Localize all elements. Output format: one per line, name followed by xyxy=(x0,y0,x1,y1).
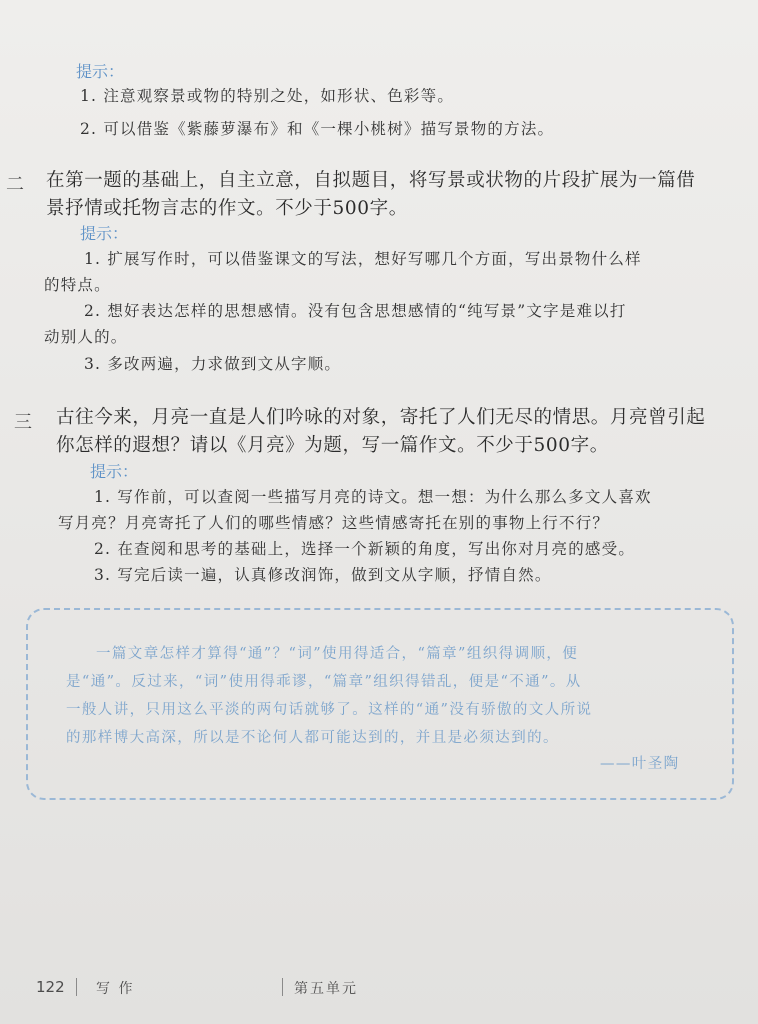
quote-line-2: 是“通”。反过来，“词”使用得乖谬，“篇章”组织得错乱，便是“不通”。从 xyxy=(66,674,582,690)
task-2-line-2: 景抒情或托物言志的作文。不少于500字。 xyxy=(46,198,408,219)
task-2-number: 二 xyxy=(6,174,24,195)
footer-divider-left xyxy=(76,978,77,996)
footer-unit: 第五单元 xyxy=(294,981,358,997)
hint-1-2: 2. 可以借鉴《紫藤萝瀑布》和《一棵小桃树》描写景物的方法。 xyxy=(80,120,555,138)
task-3-line-1: 古往今来，月亮一直是人们吟咏的对象，寄托了人们无尽的情思。月亮曾引起 xyxy=(56,407,706,428)
quote-author: ——叶圣陶 xyxy=(600,756,680,772)
hint-2-2-cont: 动别人的。 xyxy=(44,328,128,346)
page-number: 122 xyxy=(36,978,65,996)
task-3-line-2: 你怎样的遐想？请以《月亮》为题，写一篇作文。不少于500字。 xyxy=(56,435,609,456)
quote-line-4: 的那样博大高深，所以是不论何人都可能达到的，并且是必须达到的。 xyxy=(66,730,559,746)
hint-2-3: 3. 多改两遍，力求做到文从字顺。 xyxy=(84,355,342,373)
hint-3-2: 2. 在查阅和思考的基础上，选择一个新颖的角度，写出你对月亮的感受。 xyxy=(94,540,636,558)
hint-3-3: 3. 写完后读一遍，认真修改润饰，做到文从字顺，抒情自然。 xyxy=(94,566,552,584)
hint-1-1: 1. 注意观察景或物的特别之处，如形状、色彩等。 xyxy=(80,87,455,105)
hint-label-2: 提示： xyxy=(80,224,129,243)
hint-3-1-cont: 写月亮？月亮寄托了人们的哪些情感？这些情感寄托在别的事物上行不行？ xyxy=(58,514,610,532)
hint-label-3: 提示： xyxy=(90,462,139,481)
quote-line-3: 一般人讲，只用这么平淡的两句话就够了。这样的“通”没有骄傲的文人所说 xyxy=(66,702,593,718)
hint-2-1: 1. 扩展写作时，可以借鉴课文的写法，想好写哪几个方面，写出景物什么样 xyxy=(84,250,642,268)
hint-3-1: 1. 写作前，可以查阅一些描写月亮的诗文。想一想：为什么那么多文人喜欢 xyxy=(94,488,652,506)
footer-section: 写 作 xyxy=(96,981,135,997)
task-3-number: 三 xyxy=(14,412,32,433)
task-2-line-1: 在第一题的基础上，自主立意，自拟题目，将写景或状物的片段扩展为一篇借 xyxy=(46,170,696,191)
hint-label-1: 提示： xyxy=(76,62,125,81)
hint-2-1-cont: 的特点。 xyxy=(44,276,111,294)
footer-divider-right xyxy=(282,978,283,996)
hint-2-2: 2. 想好表达怎样的思想感情。没有包含思想感情的“纯写景”文字是难以打 xyxy=(84,302,627,320)
quote-line-1: 一篇文章怎样才算得“通”？“词”使用得适合，“篇章”组织得调顺，便 xyxy=(96,646,579,662)
